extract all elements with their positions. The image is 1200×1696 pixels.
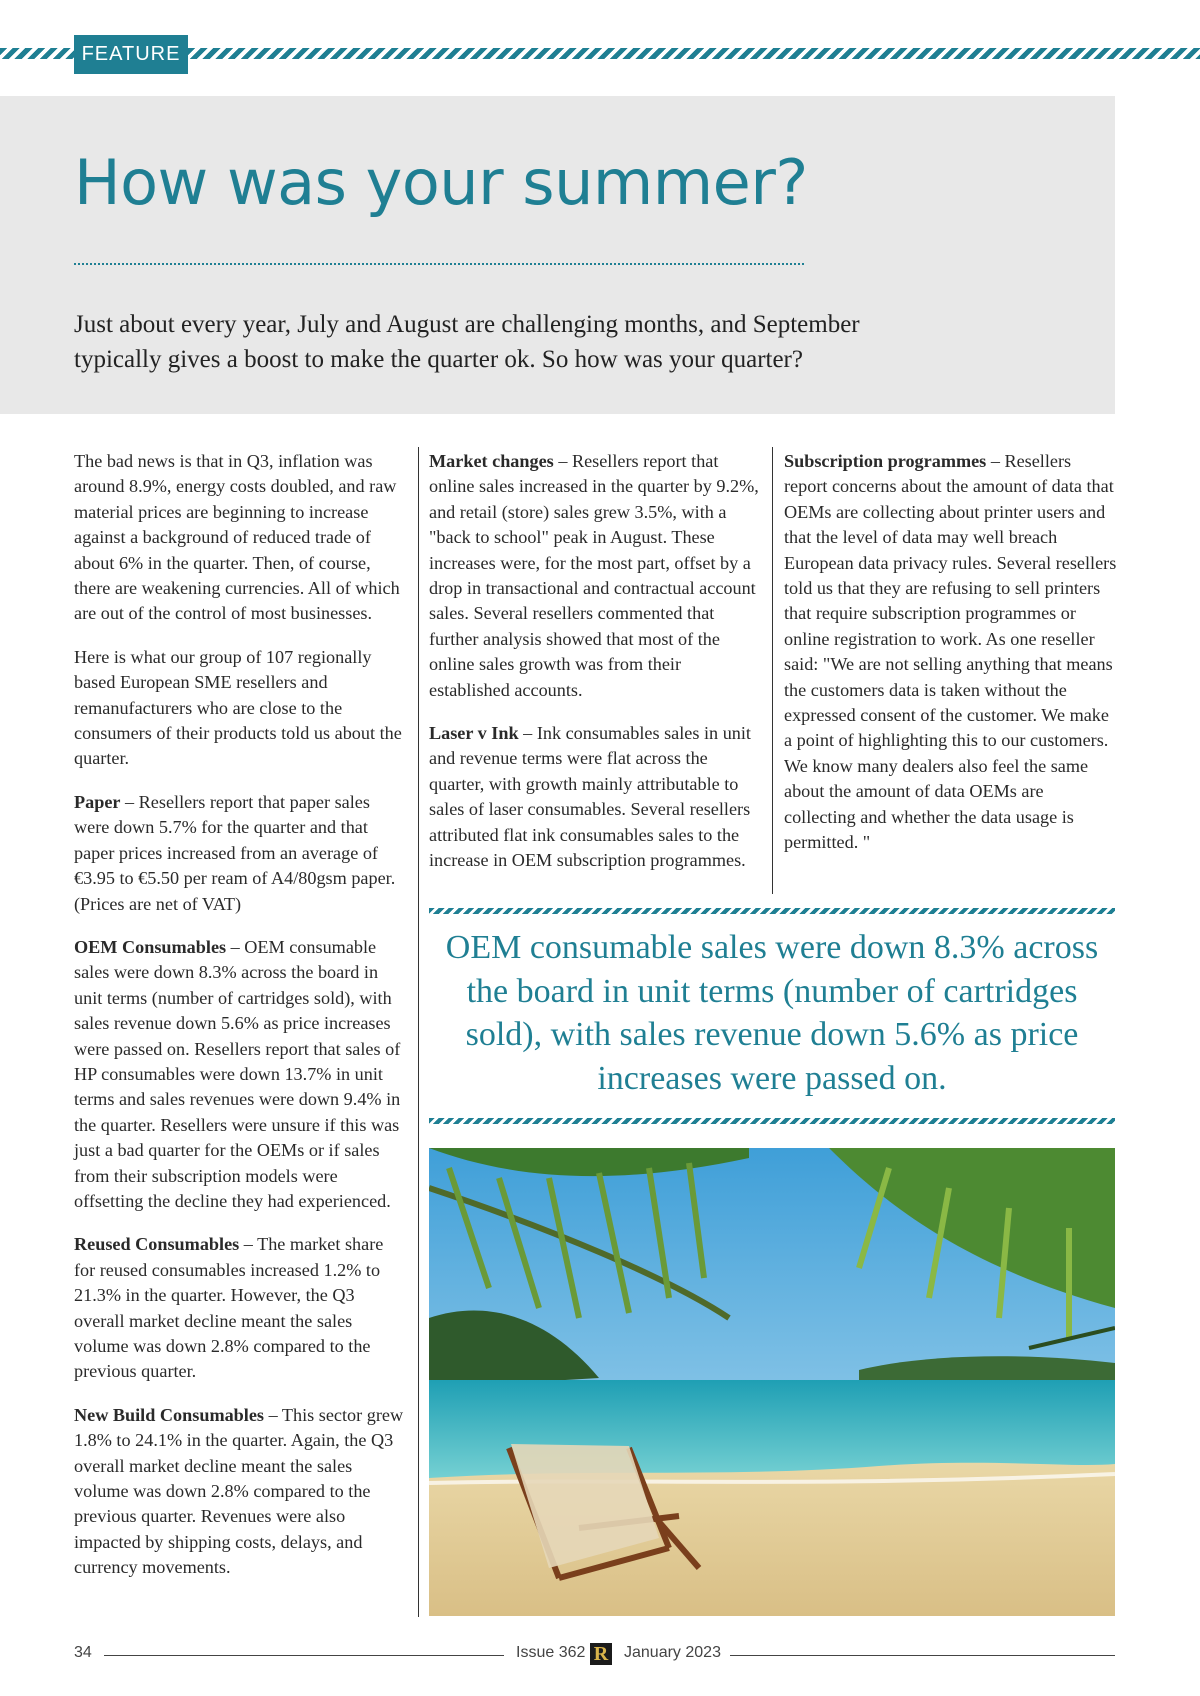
section-tag: FEATURE (74, 35, 188, 74)
header-stripe-right (188, 48, 1200, 59)
section-heading: Paper (74, 791, 121, 812)
title-divider (74, 263, 804, 265)
section-heading: Subscription programmes (784, 451, 987, 471)
page-title: How was your summer? (74, 146, 808, 219)
intro-paragraph-1: The bad news is that in Q3, inflation was around 8.9%, energy costs doubled, and raw material prices are beginning to increase against a background of reduced trade of about 6% in the quarter. Then, of course, there are weakening currencies. All of which are out of the control of most businesses. (74, 451, 400, 624)
section-body: – Ink consumables sales in unit and revenue terms were flat across the quarter, with growth mainly attributable to sales of laser consumables. Several resellers attributed flat ink consumables sales to the increase in OEM subscription programmes. (429, 723, 751, 871)
pull-quote-stripe-top (429, 908, 1115, 914)
issue-date: January 2023 (624, 1644, 721, 1661)
footer-rule-right (730, 1655, 1115, 1656)
issue-number: Issue 362 (516, 1644, 586, 1661)
section-laser-v-ink (429, 721, 764, 873)
section-oem-consumables (74, 935, 404, 1214)
section-heading: OEM Consumables (74, 936, 227, 957)
pull-quote-stripe-bottom (429, 1118, 1115, 1124)
section-body: – Resellers report that paper sales were down 5.7% for the quarter and that paper prices increased from an average of €3.95 to €5.50 per ream of A4/80gsm paper. (Prices are net of VAT) (74, 791, 396, 914)
pull-quote: OEM consumable sales were down 8.3% across the board in unit terms (number of cartridges sold), with sales revenue down 5.6% as price increases were passed on. (445, 929, 1099, 1097)
page-number: 34 (74, 1644, 92, 1661)
intro-paragraph-2: Here is what our group of 107 regionally based European SME resellers and remanufacturers who are close to the consumers of their products told us about the quarter. (74, 646, 402, 769)
section-heading: Laser v Ink (429, 723, 519, 744)
section-reused-consumables (74, 1232, 404, 1384)
section-heading: Reused Consumables (74, 1234, 240, 1255)
column-divider-1 (418, 447, 419, 1617)
section-body: – OEM consumable sales were down 8.3% across the board in unit terms (number of cartridges sold), with sales revenue down 5.6% as price increases were passed on. Resellers report that sales of HP consumables were down 13.7% in unit terms and sales revenues were down 9.4% in the quarter. Resellers were unsure if this was just a bad quarter for the OEMs or if sales from their subscription models were offsetting the decline they had experienced. (74, 936, 401, 1211)
section-new-build-consumables (74, 1403, 404, 1581)
section-paper (74, 790, 404, 917)
section-body: – Resellers report concerns about the amount of data that OEMs are collecting about printer users and that the level of data may well breach European data privacy rules. Several resellers told us that they are refusing to sell printers that require subscription programmes or online registration to work. As one reseller said: "We are not selling anything that means the customers data is taken without the expressed consent of the customer. We make a point of highlighting this to our customers. We know many dealers also feel the same about the amount of data OEMs are collecting and whether the data usage is permitted. " (784, 451, 1117, 853)
standfirst: Just about every year, July and August are challenging months, and September typically gives a boost to make the quarter ok. So how was your quarter? (74, 311, 860, 373)
beach-palm-deckchair-image (429, 1148, 1115, 1616)
article-column-2 (429, 449, 764, 892)
section-body: – Resellers report that online sales increased in the quarter by 9.2%, and retail (store) sales grew 3.5%, with a "back to school" peak in August. These increases were, for the most part, offset by a drop in transactional and contractual account sales. Several resellers commented that further analysis showed that most of the online sales growth was from their established accounts. (429, 451, 759, 700)
section-body: – This sector grew 1.8% to 24.1% in the quarter. Again, the Q3 overall market decline meant the sales volume was down 2.8% compared to the previous quarter. Revenues were also impacted by shipping costs, delays, and currency movements. (74, 1404, 404, 1578)
column-divider-2 (772, 447, 773, 894)
footer-rule-left (104, 1655, 504, 1656)
article-column-3 (784, 449, 1119, 874)
section-heading: New Build Consumables (74, 1404, 265, 1425)
section-heading: Market changes (429, 451, 554, 471)
section-body: – The market share for reused consumables increased 1.2% to 21.3% in the quarter. However, the Q3 overall market decline meant the sales volume was down 2.8% compared to the previous quarter. (74, 1234, 384, 1382)
article-column-1 (74, 449, 404, 1599)
publication-logo-icon: R (590, 1643, 612, 1665)
section-subscription-programmes (784, 449, 1119, 856)
header-stripe-left (0, 48, 74, 59)
section-market-changes (429, 449, 764, 703)
